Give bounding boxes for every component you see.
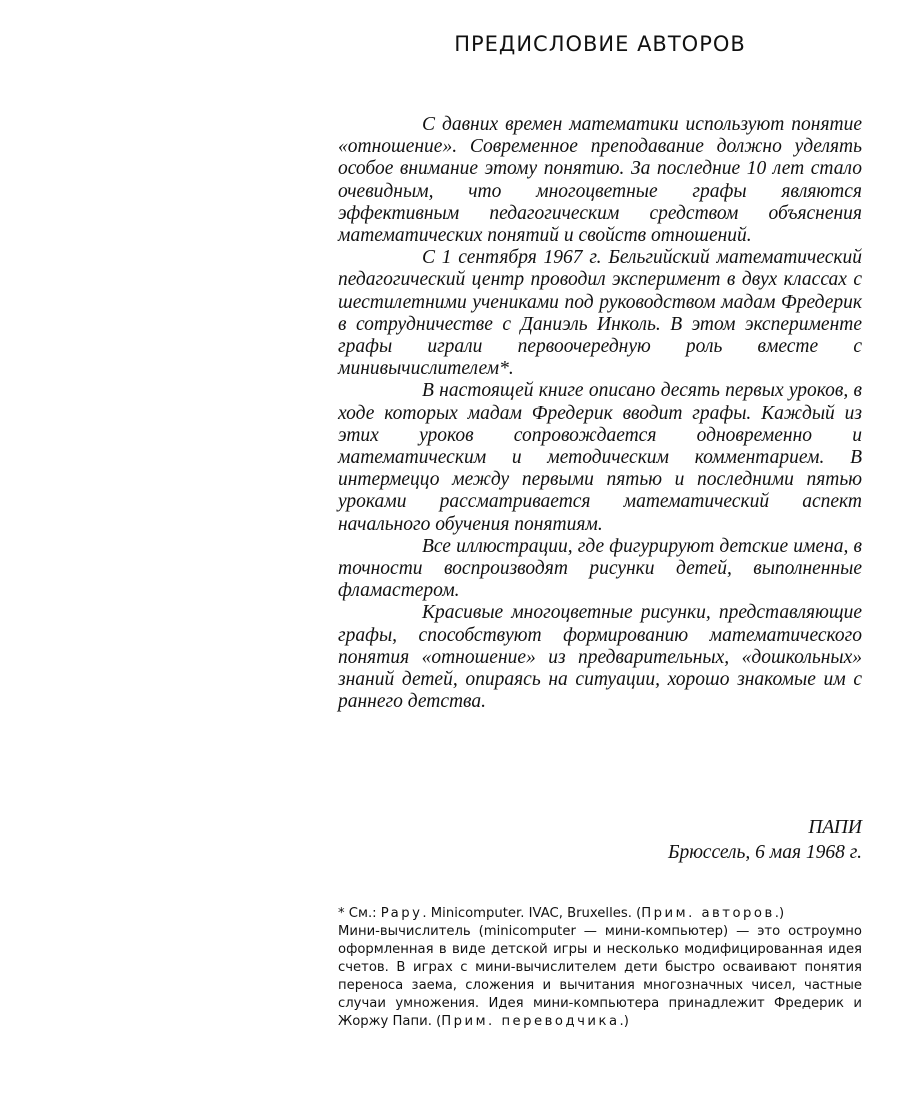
footnote-close: .) <box>774 906 785 921</box>
footnote-close: .) <box>619 1014 629 1029</box>
paragraph: С 1 сентября 1967 г. Бельгийский математический педагогический центр проводил эксперимент в двух классах с шестилетними учениками под руководством мадам Фредерик в сотрудничестве с Даниэль Инколь. В этом эксперименте графы играли первоочередную роль вместе с минивычислителем*. <box>338 247 862 380</box>
footnote-source: . Minicomputer. IVAC, Bruxelles. ( <box>422 906 642 921</box>
paragraph: Все иллюстрации, где фигурируют детские имена, в точности воспроизводят рисунки детей, выполненные фламастером. <box>338 535 862 602</box>
footnote-translator-note <box>338 923 862 1031</box>
footnote-authors-note: Прим. авторов <box>641 906 775 921</box>
footnote-author: Papy <box>380 906 423 921</box>
footnote-citation <box>338 905 862 923</box>
footnote-text: Мини-вычислитель (minicomputer — мини-компьютер) — это остроумно оформленная в виде детской игры и несколько модифицированная идея счетов. В играх с мини-вычислителем дети быстро осваивают понятия переноса заема, сложения и вычитания многозначных чисел, частные случаи умножения. Идея мини-компьютера принадлежит Фредерик и Жоржу Папи. ( <box>338 924 862 1029</box>
footnote <box>338 905 862 1031</box>
paragraph: В настоящей книге описано десять первых уроков, в ходе которых мадам Фредерик вводит графы. Каждый из этих уроков сопровождается одновременно и математическим и методическим комментарием. В интермеццо между первыми пятью и последними пятью уроками рассматривается математический аспект начального обучения понятиям. <box>338 380 862 535</box>
signature-block <box>500 815 862 865</box>
preface-body <box>338 114 862 713</box>
author-name: ПАПИ <box>808 817 862 838</box>
paragraph: С давних времен математики используют понятие «отношение». Современное преподавание должно уделять особое внимание этому понятию. За последние 10 лет стало очевидным, что многоцветные графы являются эффективным педагогическим средством объяснения математических понятий и свойств отношений. <box>338 114 862 247</box>
footnote-translator-label: Прим. переводчика <box>441 1014 620 1029</box>
paragraph: Красивые многоцветные рисунки, представляющие графы, способствуют формированию математического понятия «отношение» из предварительных, «дошкольных» знаний детей, опираясь на ситуации, хорошо знакомые им с раннего детства. <box>338 602 862 713</box>
place-date: Брюссель, 6 мая 1968 г. <box>668 842 862 863</box>
page-title: ПРЕДИСЛОВИЕ АВТОРОВ <box>454 32 746 56</box>
footnote-marker: * См.: <box>338 906 381 921</box>
